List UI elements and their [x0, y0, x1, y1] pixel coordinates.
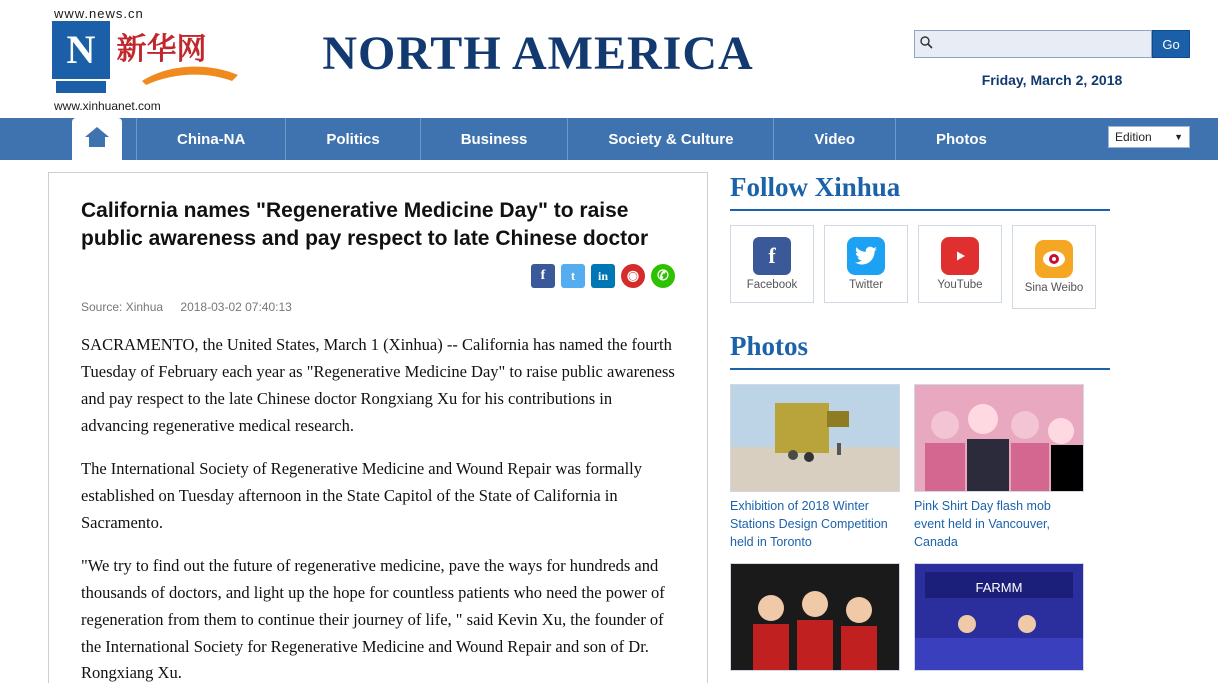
photo-grid[interactable] — [730, 384, 1110, 676]
search-box[interactable] — [914, 30, 1152, 58]
weibo-icon — [1035, 240, 1073, 278]
search-bar[interactable] — [914, 30, 1190, 58]
twitter-icon — [847, 237, 885, 275]
home-icon — [84, 125, 110, 154]
article-timestamp: 2018-03-02 07:40:13 — [180, 300, 292, 315]
follow-card-facebook[interactable] — [730, 225, 814, 303]
photo-caption[interactable]: Exhibition of 2018 Winter Stations Design Competition held in Toronto — [730, 499, 888, 550]
sidebar — [730, 160, 1110, 683]
nav-home-button[interactable] — [72, 118, 122, 160]
article-paragraph: The International Society of Regenerative Medicine and Wound Repair was formally established on Tuesday afternoon in the State Capitol of the State of California in Sacramento. — [81, 459, 643, 532]
photos-title: Photos — [730, 331, 809, 361]
photo-item[interactable] — [730, 563, 900, 676]
section-divider — [730, 209, 1110, 211]
facebook-share-icon[interactable]: f — [531, 264, 555, 288]
logo-url-top: www.news.cn — [54, 6, 144, 21]
article-container — [48, 172, 708, 683]
article-body — [81, 332, 675, 683]
section-divider — [730, 368, 1110, 370]
article-paragraph: SACRAMENTO, the United States, March 1 (Xinhua) -- California has named the fourth Tuesday of February each year as "Regenerative Medicine Day" to raise public awareness and pay respect to the late Chinese doctor Rongxiang Xu for his contributions in advancing regenerative medical research. — [81, 335, 675, 435]
nav-item-china-na[interactable]: China-NA — [136, 118, 285, 160]
photo-caption[interactable]: Pink Shirt Day flash mob event held in Vancouver, Canada — [914, 499, 1051, 550]
follow-xinhua-title: Follow Xinhua — [730, 172, 901, 202]
photo-thumbnail[interactable] — [730, 384, 900, 492]
logo-swoosh-icon — [140, 61, 240, 87]
weibo-share-icon[interactable]: ◉ — [621, 264, 645, 288]
nav-item-business[interactable]: Business — [420, 118, 568, 160]
logo-letter-n: N — [52, 21, 110, 79]
share-buttons[interactable] — [81, 264, 675, 288]
follow-card-label: YouTube — [937, 279, 983, 291]
youtube-icon — [941, 237, 979, 275]
nav-item-list[interactable] — [136, 118, 1218, 160]
twitter-share-icon[interactable]: t — [561, 264, 585, 288]
page-body — [0, 160, 1218, 683]
photo-thumbnail[interactable] — [730, 563, 900, 671]
nav-item-society-culture[interactable]: Society & Culture — [567, 118, 773, 160]
edition-dropdown[interactable] — [1108, 126, 1190, 148]
search-go-button[interactable]: Go — [1152, 30, 1190, 58]
follow-card-weibo[interactable] — [1012, 225, 1096, 309]
site-title: NORTH AMERICA — [322, 27, 754, 80]
follow-card-youtube[interactable] — [918, 225, 1002, 303]
logo-chinese-text: 新华网 — [116, 32, 207, 67]
facebook-icon: f — [753, 237, 791, 275]
article-meta — [81, 300, 675, 314]
logo-url-bottom: www.xinhuanet.com — [54, 99, 161, 113]
linkedin-share-icon[interactable]: in — [591, 264, 615, 288]
photo-thumbnail[interactable] — [914, 563, 1084, 671]
masthead — [0, 0, 1218, 118]
article-paragraph: "We try to find out the future of regenerative medicine, pave the ways for hundreds and thousands of doctors, and light up the hope for countless patients who need the power of regeneration from them to continue their journey of life, " said Kevin Xu, the founder of the International Society for Regenerative Medicine and Wound Repair and son of Dr. Rongxiang Xu. — [81, 556, 665, 683]
edition-label: Edition — [1115, 130, 1152, 144]
svg-text:FARMM: FARMM — [975, 580, 1023, 596]
follow-card-twitter[interactable] — [824, 225, 908, 303]
photo-item[interactable] — [914, 384, 1084, 551]
follow-card-label: Twitter — [849, 279, 883, 291]
site-logo[interactable] — [48, 6, 268, 113]
current-date: Friday, March 2, 2018 — [981, 72, 1123, 88]
photo-thumbnail[interactable] — [914, 384, 1084, 492]
nav-item-video[interactable]: Video — [773, 118, 895, 160]
photo-item[interactable] — [914, 563, 1084, 676]
follow-card-label: Facebook — [746, 279, 798, 291]
follow-card-list[interactable] — [730, 225, 1110, 309]
nav-item-photos[interactable]: Photos — [895, 118, 1027, 160]
chevron-down-icon: ▼ — [1174, 132, 1183, 142]
article-headline: California names "Regenerative Medicine Day" to raise public awareness and pay respect to late Chinese doctor — [81, 199, 649, 250]
wechat-share-icon[interactable]: ✆ — [651, 264, 675, 288]
follow-card-label: Sina Weibo — [1024, 282, 1084, 294]
main-navigation[interactable] — [0, 118, 1218, 160]
nav-item-politics[interactable]: Politics — [285, 118, 419, 160]
photo-item[interactable] — [730, 384, 900, 551]
article-source: Source: Xinhua — [81, 300, 164, 315]
logo-mark — [48, 21, 268, 83]
search-input[interactable] — [935, 33, 1151, 55]
search-icon — [919, 35, 935, 54]
